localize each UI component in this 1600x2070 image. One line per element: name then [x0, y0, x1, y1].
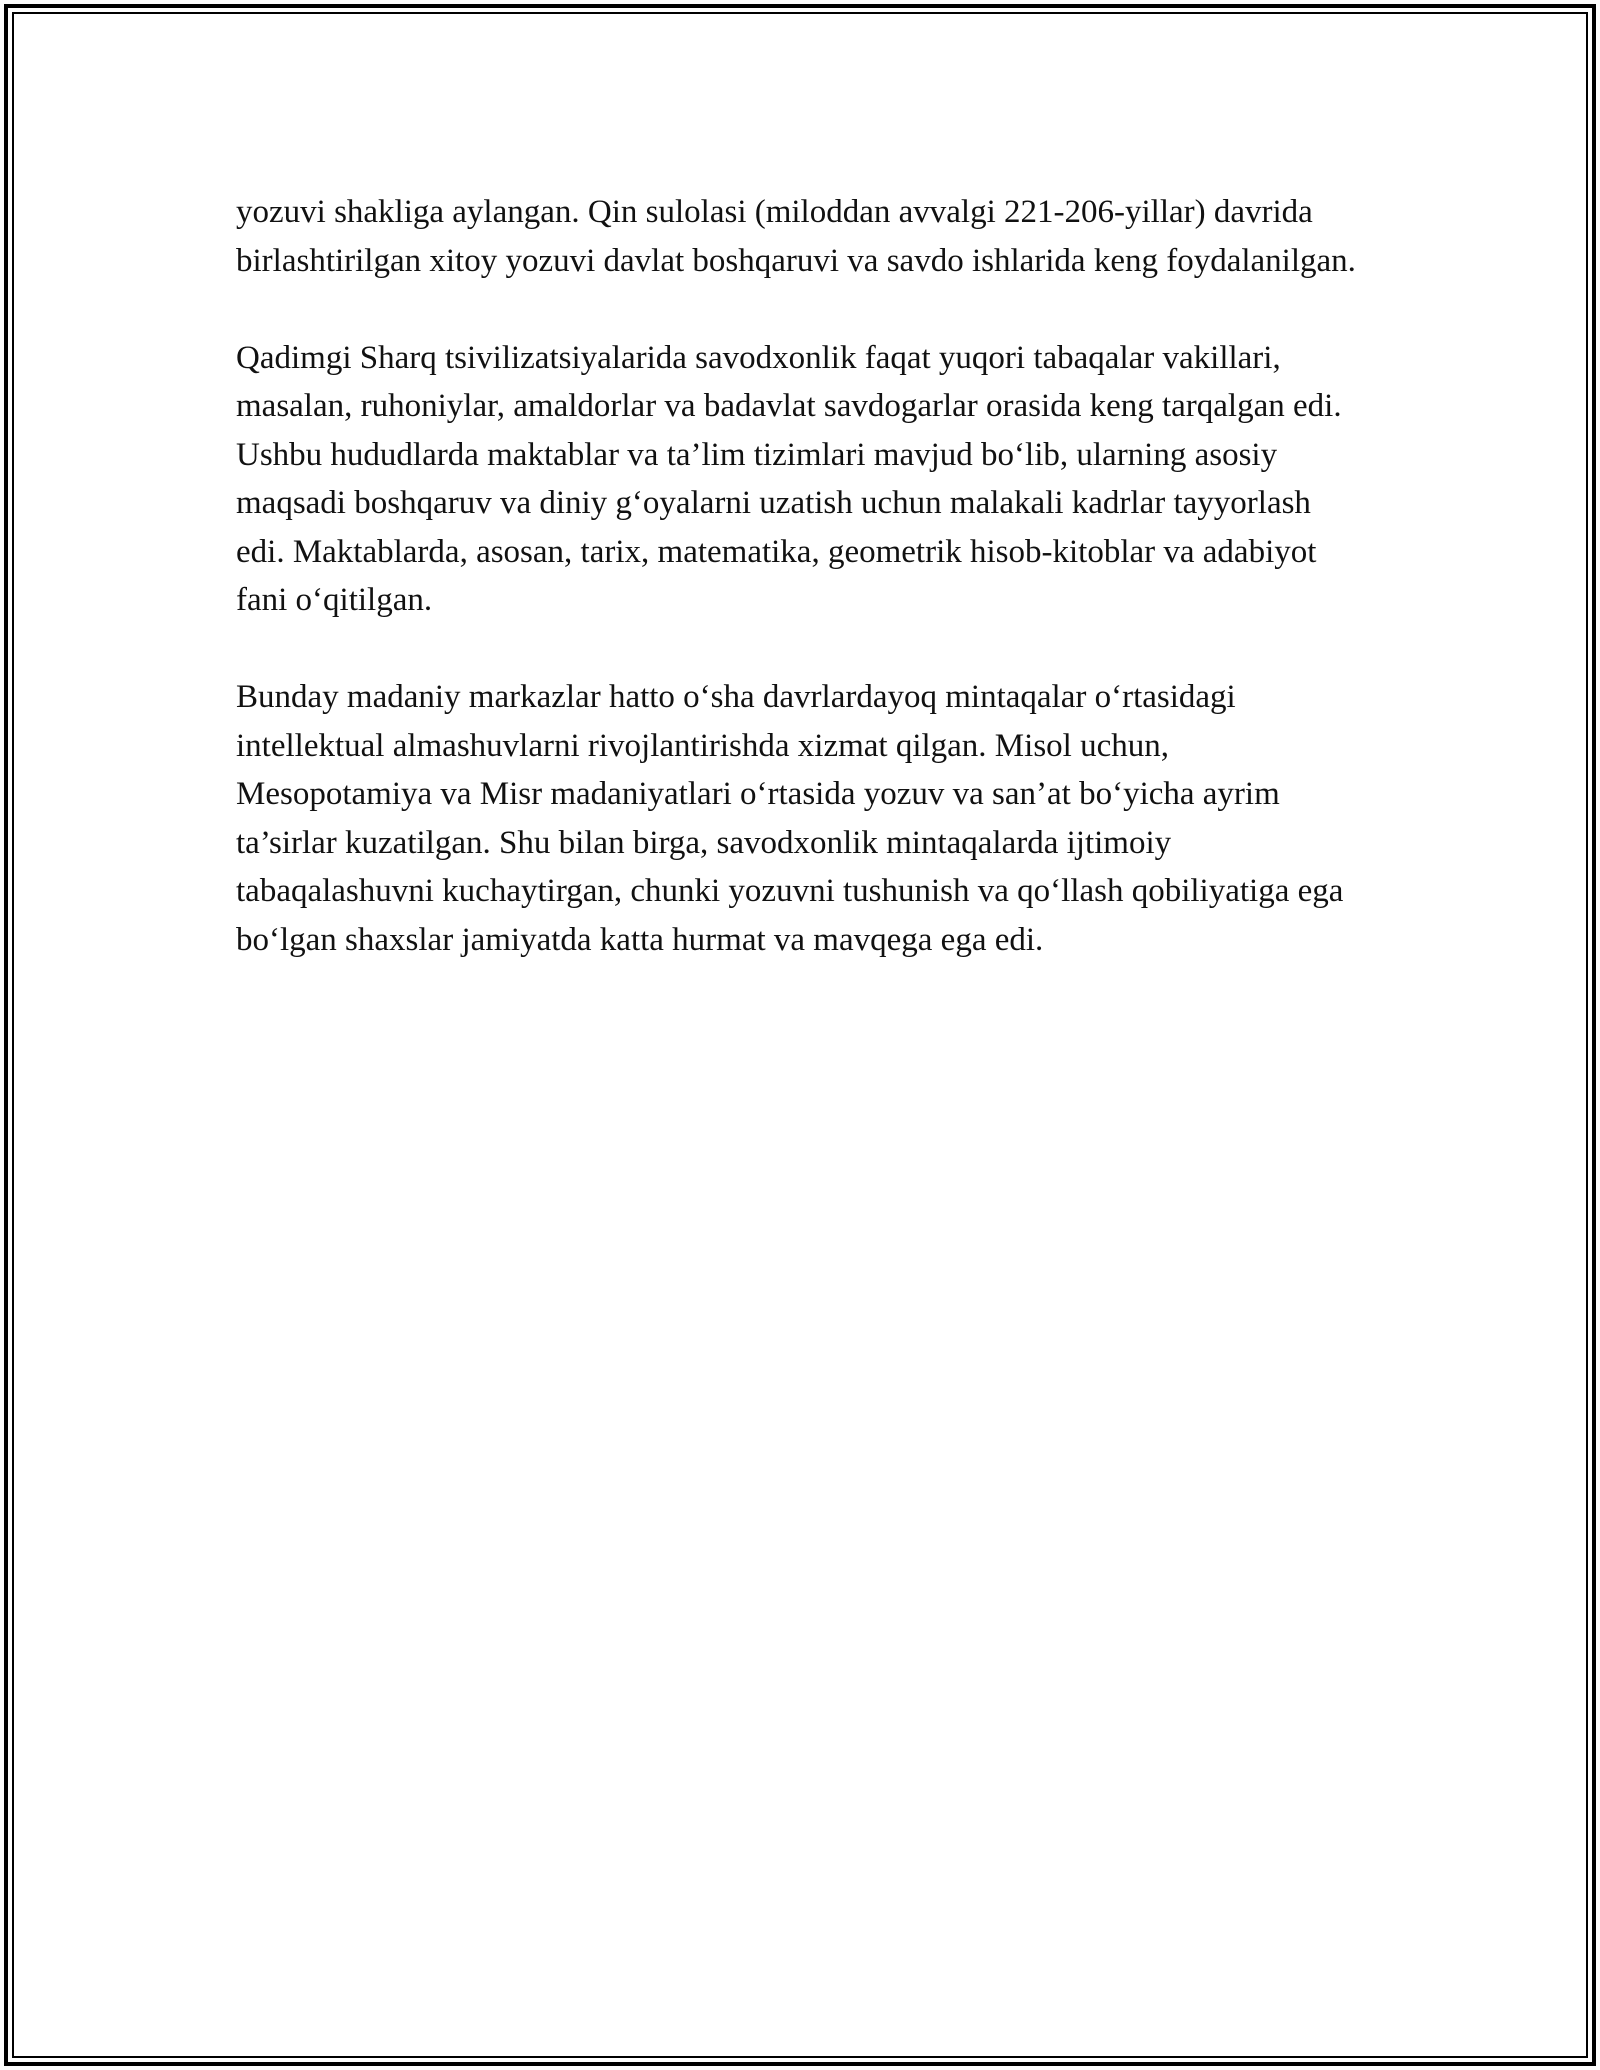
document-body — [236, 188, 1366, 1013]
paragraph-2: Qadimgi Sharq tsivilizatsiyalarida savodxonlik faqat yuqori tabaqalar vakillari, masalan, ruhoniylar, amaldorlar va badavlat savdogarlar orasida keng tarqalgan edi. Ushbu hududlarda maktablar va ta’lim tizimlari mavjud bo‘lib, ularning asosiy maqsadi boshqaruv va diniy g‘oyalarni uzatish uchun malakali kadrlar tayyorlash edi. Maktablarda, asosan, tarix, matematika, geometrik hisob-kitoblar va adabiyot fani o‘qitilgan. — [236, 339, 1342, 618]
paragraph-1: yozuvi shakliga aylangan. Qin sulolasi (miloddan avvalgi 221-206-yillar) davrida birlashtirilgan xitoy yozuvi davlat boshqaruvi va savdo ishlarida keng foydalanilgan. — [236, 194, 1356, 279]
paragraph-3: Bunday madaniy markazlar hatto o‘sha davrlardayoq mintaqalar o‘rtasidagi intellektual almashuvlarni rivojlantirishda xizmat qilgan. Misol uchun, Mesopotamiya va Misr madaniyatlari o‘rtasida yozuv va san’at bo‘yicha ayrim ta’sirlar kuzatilgan. Shu bilan birga, savodxonlik mintaqalarda ijtimoiy tabaqalashuvni kuchaytirgan, chunki yozuvni tushunish va qo‘llash qobiliyatiga ega bo‘lgan shaxslar jamiyatda katta hurmat va mavqega ega edi. — [236, 679, 1344, 958]
